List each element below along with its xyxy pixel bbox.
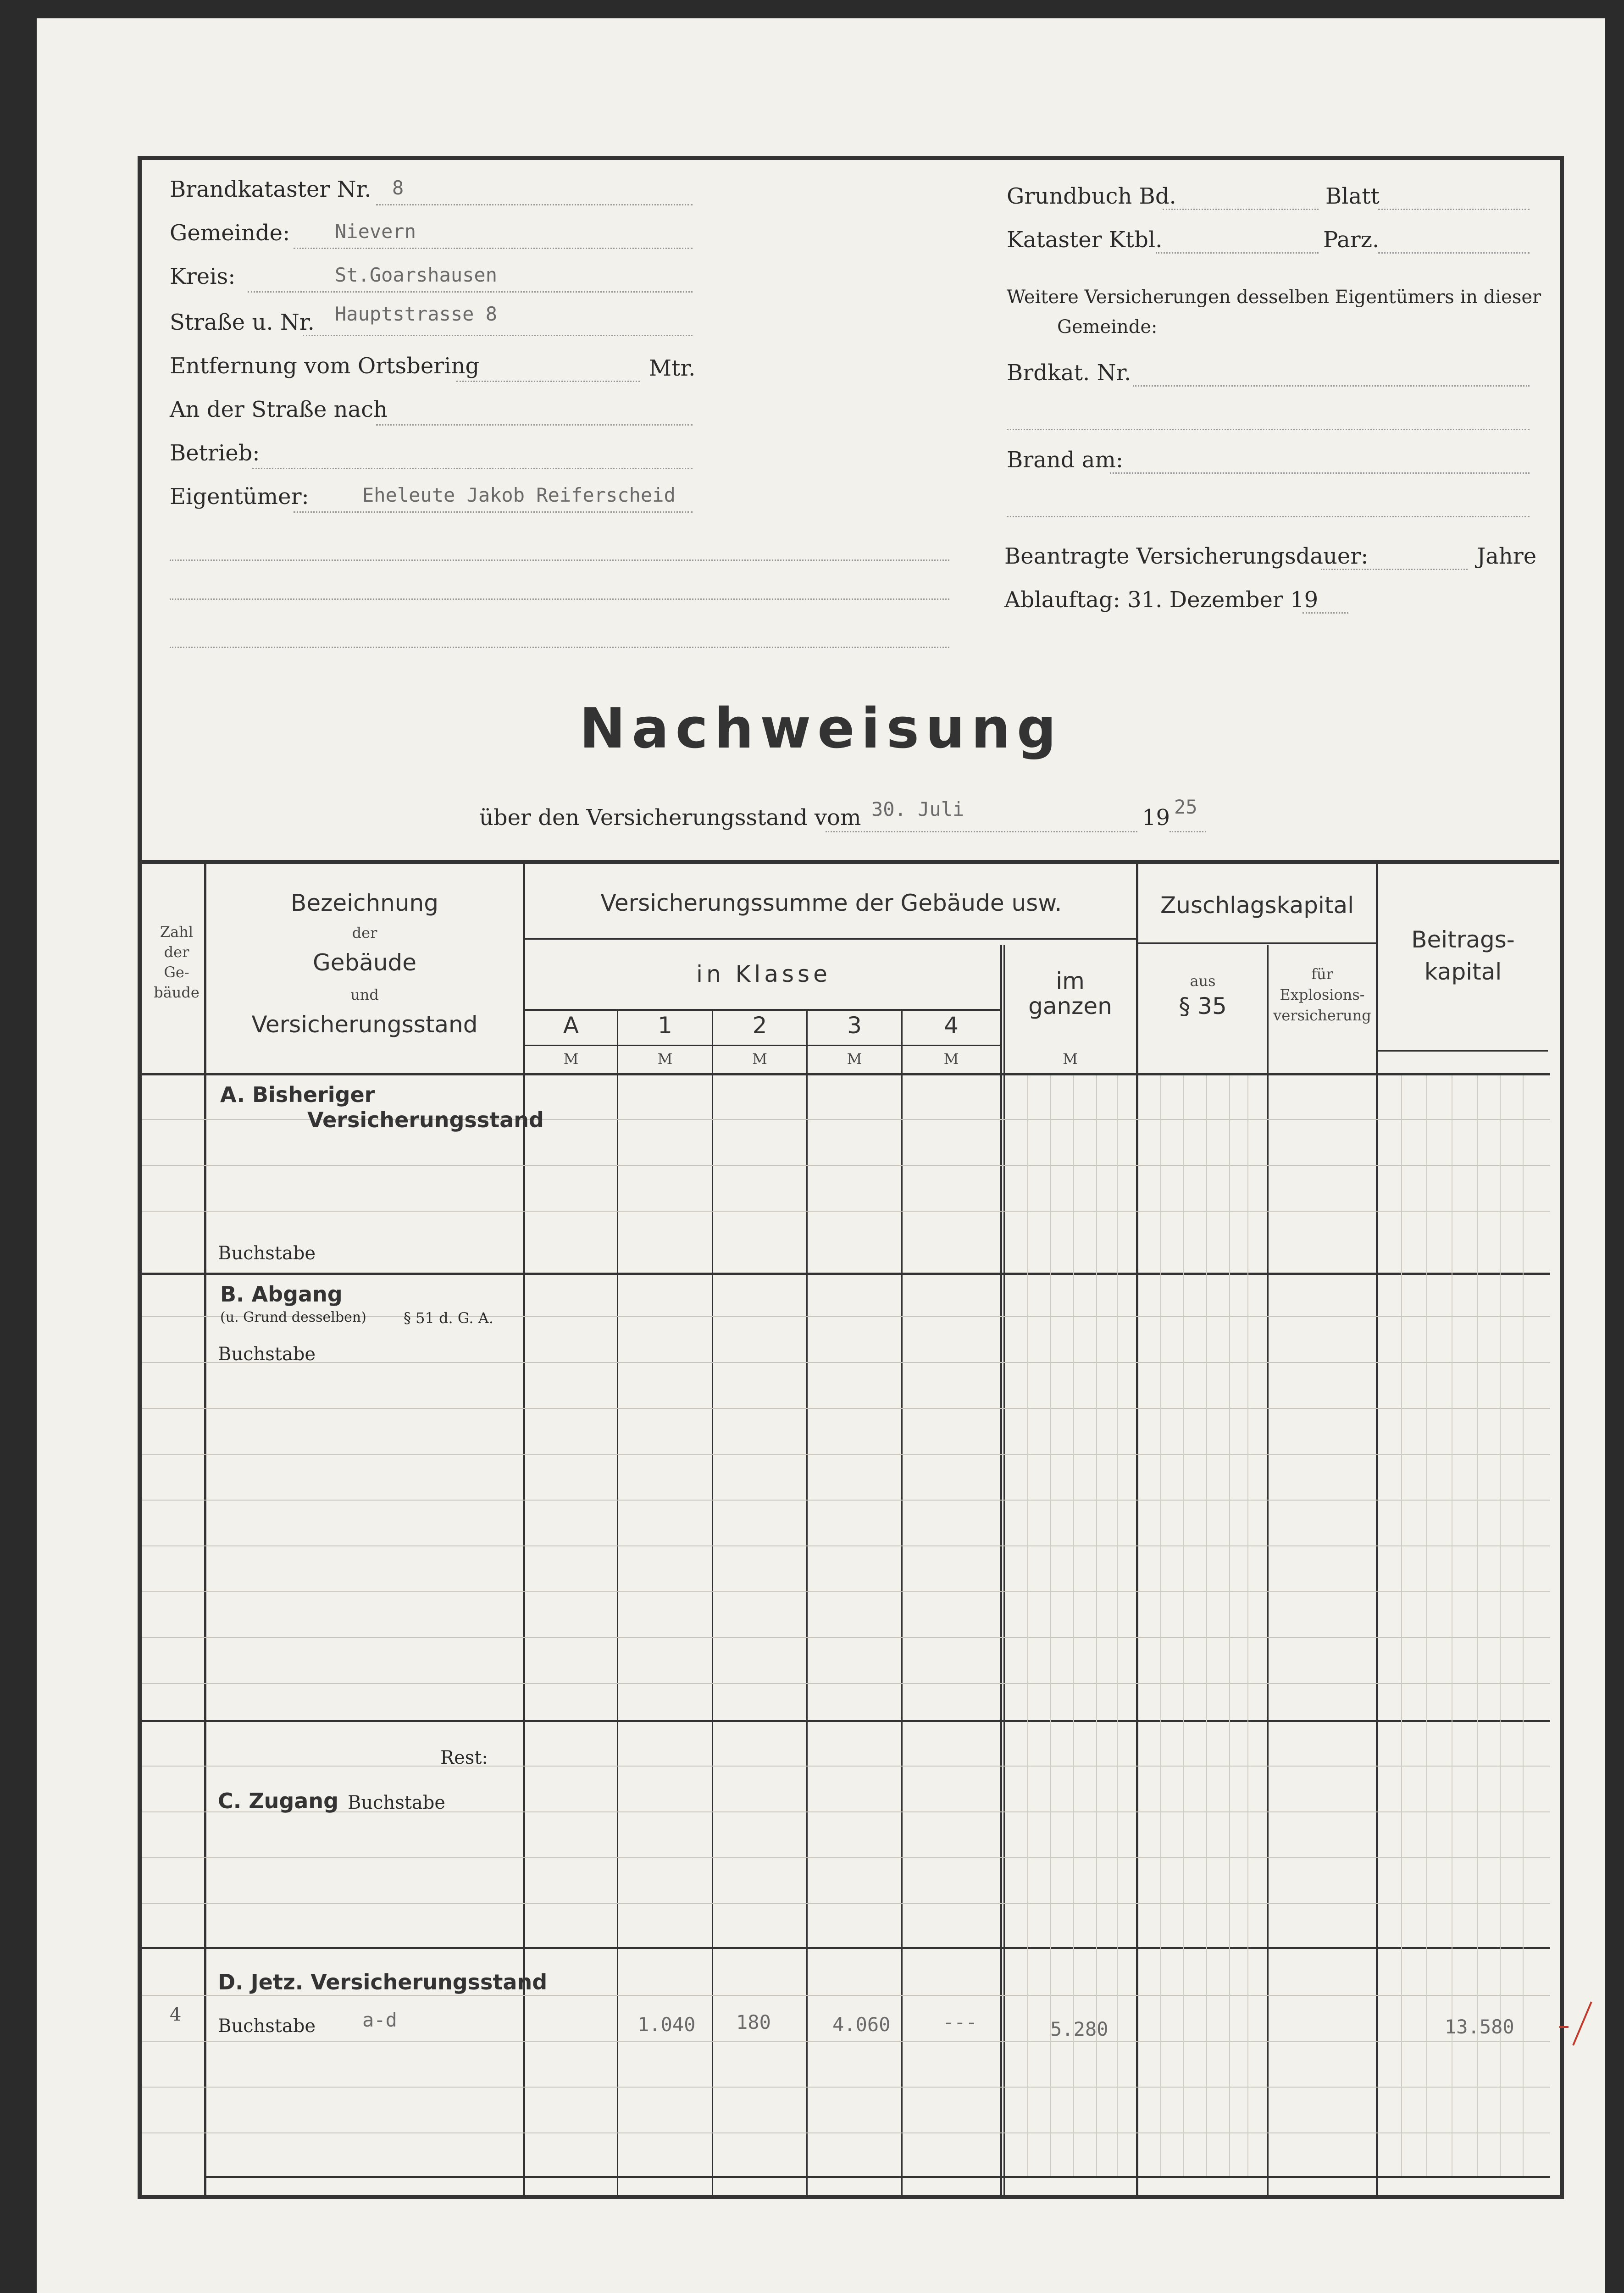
col-divider-explosion xyxy=(1376,862,1378,2197)
rule-line xyxy=(142,1500,1550,1501)
section-d-zahl: 4 xyxy=(170,2004,182,2025)
rule-line xyxy=(142,2087,1550,2088)
dotted-line xyxy=(1007,429,1530,430)
document-page xyxy=(37,18,1605,2293)
dotted-line xyxy=(248,291,693,293)
section-a-title-2: Versicherungsstand xyxy=(307,1108,544,1132)
value-im-ganzen: 5.280 xyxy=(1050,2018,1109,2040)
dotted-line xyxy=(1378,252,1530,254)
dotted-line xyxy=(1303,612,1348,614)
unit-m: M xyxy=(847,1050,862,1068)
eigentuemer-label: Eigentümer: xyxy=(170,484,309,510)
dotted-line xyxy=(376,204,693,205)
header-line-beitrag xyxy=(1378,1050,1548,1052)
parz-label: Parz. xyxy=(1323,227,1380,253)
header-bottom-line xyxy=(142,1073,1550,1075)
brand-am-label: Brand am: xyxy=(1007,447,1124,473)
section-b-buchstabe: Buchstabe xyxy=(218,1344,316,1365)
section-c-buchstabe: Buchstabe xyxy=(348,1792,446,1813)
dotted-line xyxy=(170,559,949,561)
dotted-line xyxy=(303,335,693,336)
fuer-label: für xyxy=(1311,965,1333,983)
col-divider-klasse xyxy=(1000,945,1002,2197)
im-ganzen-1: im xyxy=(1056,968,1085,994)
dauer-label: Beantragte Versicherungsdauer: xyxy=(1004,543,1369,569)
red-pencil-mark-icon xyxy=(1555,1995,1596,2055)
dotted-line xyxy=(1321,569,1468,570)
section-b-paragraph: § 51 d. G. A. xyxy=(404,1309,493,1327)
rule-line xyxy=(142,1362,1550,1363)
col-divider-zahl xyxy=(204,862,206,2197)
kreis-label: Kreis: xyxy=(170,264,236,289)
rule-line xyxy=(142,1408,1550,1409)
explosions-label-2: versicherung xyxy=(1273,1007,1371,1024)
kreis-value: St.Goarshausen xyxy=(335,264,498,286)
page-title: Nachweisung xyxy=(579,697,1063,761)
unit-m: M xyxy=(657,1050,673,1068)
sub-col xyxy=(1401,1075,1402,2176)
an-der-strasse-label: An der Straße nach xyxy=(170,397,388,422)
entfernung-unit: Mtr. xyxy=(649,355,696,381)
betrieb-label: Betrieb: xyxy=(170,440,260,466)
im-ganzen-2: ganzen xyxy=(1028,993,1112,1019)
dotted-line xyxy=(1156,252,1319,254)
table-bottom-line xyxy=(206,2176,1550,2178)
section-b-title: B. Abgang xyxy=(220,1282,343,1307)
dotted-line xyxy=(170,647,949,648)
value-klasse-2: 180 xyxy=(736,2011,771,2033)
unit-m: M xyxy=(563,1050,579,1068)
klasse-2: 2 xyxy=(752,1012,767,1039)
eigentuemer-value: Eheleute Jakob Reiferscheid xyxy=(362,484,676,506)
section-line-a xyxy=(142,1273,1550,1275)
gemeinde-value: Nievern xyxy=(335,220,416,243)
subtitle-year-prefix: 19 xyxy=(1142,805,1170,831)
dotted-line xyxy=(1378,209,1530,210)
section-a-title-1: A. Bisheriger xyxy=(220,1082,375,1107)
sub-col xyxy=(1229,1075,1230,2176)
subtitle-year-suffix: 25 xyxy=(1174,796,1197,818)
bezeichnung-header-1: Bezeichnung xyxy=(291,890,438,916)
rule-line xyxy=(142,1454,1550,1455)
paragraph-35: § 35 xyxy=(1179,993,1227,1019)
section-d-buchstabe-value: a-d xyxy=(362,2009,397,2031)
rule-line xyxy=(142,1591,1550,1592)
bezeichnung-und: und xyxy=(350,986,379,1003)
dotted-line xyxy=(376,424,693,426)
sub-col xyxy=(1096,1075,1097,2176)
rule-line xyxy=(142,1211,1550,1212)
rule-line xyxy=(142,1766,1550,1767)
rule-line xyxy=(142,1545,1550,1546)
dotted-line xyxy=(170,598,949,600)
value-klasse-4: --- xyxy=(942,2011,977,2033)
dotted-line xyxy=(1133,385,1530,387)
zuschlagskapital-header: Zuschlagskapital xyxy=(1160,892,1354,919)
dauer-unit: Jahre xyxy=(1477,543,1537,569)
col-divider-aus xyxy=(1267,945,1269,2197)
rule-line xyxy=(142,2132,1550,2133)
col-divider-klasse-double xyxy=(1003,945,1005,2197)
dotted-line xyxy=(252,468,693,469)
rule-line xyxy=(142,1637,1550,1638)
in-klasse-header: in Klasse xyxy=(696,961,831,987)
unit-m: M xyxy=(943,1050,959,1068)
rule-line xyxy=(142,2041,1550,2042)
rest-label: Rest: xyxy=(440,1747,488,1768)
ablauftag-label: Ablauftag: 31. Dezember 19 xyxy=(1004,587,1319,613)
bezeichnung-header-3: Versicherungsstand xyxy=(251,1011,478,1038)
header-line-klasse xyxy=(525,1009,1002,1011)
header-line-summe xyxy=(525,938,1137,940)
unit-m: M xyxy=(752,1050,767,1068)
sub-col xyxy=(1027,1075,1028,2176)
sub-col xyxy=(1117,1075,1118,2176)
rule-line xyxy=(142,1165,1550,1166)
zahl-header: Zahl der Ge- bäude xyxy=(154,923,200,1001)
entfernung-label: Entfernung vom Ortsbering xyxy=(170,353,480,379)
sub-col xyxy=(1073,1075,1074,2176)
section-d-title: D. Jetz. Versicherungsstand xyxy=(218,1970,548,1994)
brandkataster-value: 8 xyxy=(392,177,404,199)
col-divider-ganzen xyxy=(1136,862,1138,2197)
dotted-line xyxy=(1110,472,1530,474)
explosions-label-1: Explosions- xyxy=(1280,986,1365,1003)
weitere-line2: Gemeinde: xyxy=(1057,316,1158,338)
rule-line xyxy=(142,1903,1550,1904)
strasse-label: Straße u. Nr. xyxy=(170,310,315,335)
value-klasse-3: 4.060 xyxy=(832,2013,891,2036)
sub-col xyxy=(1247,1075,1248,2176)
rule-line xyxy=(142,1683,1550,1684)
rule-line xyxy=(142,1995,1550,1996)
kataster-label: Kataster Ktbl. xyxy=(1007,227,1163,253)
sub-col xyxy=(1206,1075,1207,2176)
klasse-3: 3 xyxy=(847,1012,862,1039)
dotted-line xyxy=(456,381,640,382)
brandkataster-label: Brandkataster Nr. xyxy=(170,177,371,202)
sub-col xyxy=(1050,1075,1051,2176)
versicherungssumme-header: Versicherungssumme der Gebäude usw. xyxy=(600,890,1062,916)
section-b-grund: (u. Grund desselben) xyxy=(220,1309,366,1325)
dotted-line xyxy=(1170,831,1206,832)
subtitle-date: 30. Juli xyxy=(871,798,964,820)
section-d-buchstabe: Buchstabe xyxy=(218,2016,316,2037)
header-line-zuschlag xyxy=(1137,942,1376,944)
section-c-title: C. Zugang xyxy=(218,1789,338,1813)
rule-line xyxy=(142,1857,1550,1858)
sub-col xyxy=(1160,1075,1161,2176)
col-divider-1 xyxy=(712,1011,713,2197)
weitere-line1: Weitere Versicherungen desselben Eigentümers in dieser xyxy=(1007,287,1541,308)
section-line-c xyxy=(142,1947,1550,1949)
section-a-buchstabe: Buchstabe xyxy=(218,1243,316,1264)
value-klasse-1: 1.040 xyxy=(637,2013,696,2036)
blatt-label: Blatt xyxy=(1325,183,1380,209)
beitragskapital-header-1: Beitrags- xyxy=(1411,926,1515,953)
value-beitragskapital: 13.580 xyxy=(1445,2016,1514,2038)
dotted-line xyxy=(294,511,693,513)
brdkat-label: Brdkat. Nr. xyxy=(1007,360,1131,386)
col-divider-a xyxy=(617,1011,618,2197)
sub-col xyxy=(1500,1075,1501,2176)
beitragskapital-header-2: kapital xyxy=(1424,958,1502,985)
sub-col xyxy=(1523,1075,1524,2176)
section-line-b xyxy=(142,1720,1550,1722)
strasse-value: Hauptstrasse 8 xyxy=(335,303,498,325)
sub-col xyxy=(1426,1075,1427,2176)
sub-col xyxy=(1183,1075,1184,2176)
subtitle-text: über den Versicherungsstand vom xyxy=(479,805,861,831)
bezeichnung-header-2: Gebäude xyxy=(312,949,417,976)
aus-label: aus xyxy=(1190,972,1216,990)
sub-col xyxy=(1477,1075,1478,2176)
gemeinde-label: Gemeinde: xyxy=(170,220,290,246)
table-top-border xyxy=(142,860,1559,864)
col-divider-3 xyxy=(901,1011,903,2197)
dotted-line xyxy=(294,248,693,249)
dotted-line xyxy=(1007,516,1530,517)
klasse-a: A xyxy=(563,1012,579,1039)
dotted-line xyxy=(1163,209,1319,210)
unit-m: M xyxy=(1063,1050,1078,1068)
dotted-line xyxy=(826,831,1137,832)
col-divider-2 xyxy=(806,1011,808,2197)
bezeichnung-der: der xyxy=(352,924,377,942)
header-line-classes xyxy=(525,1045,1002,1046)
klasse-4: 4 xyxy=(944,1012,959,1039)
form-frame xyxy=(138,156,1564,2199)
klasse-1: 1 xyxy=(658,1012,672,1039)
grundbuch-label: Grundbuch Bd. xyxy=(1007,183,1176,209)
